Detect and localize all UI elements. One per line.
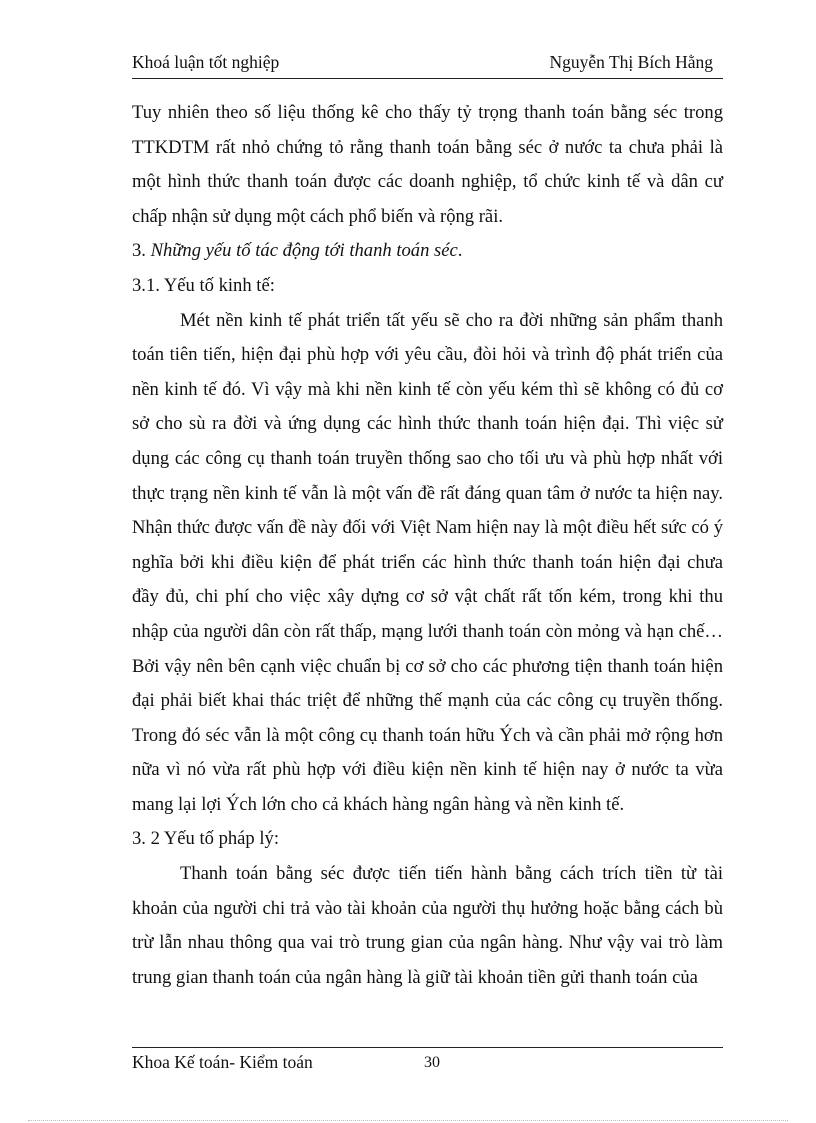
section-heading-3-title: Những yếu tố tác động tới thanh toán séc bbox=[150, 240, 458, 262]
section-heading-3-2: 3. 2 Yếu tố pháp lý: bbox=[132, 828, 280, 850]
section-heading-3-period: . bbox=[457, 240, 463, 262]
paragraph-economic-factor: Mét nền kinh tế phát triển tất yếu sẽ cho ra đời những sản phẩm thanh toán tiên tiến, hiện đại phù hợp với yêu cầu, đòi hỏi và trình độ phát triển của nền kinh tế đó. Vì vậy mà khi nền kinh tế còn yếu kém thì sẽ không có đủ cơ sở cho sù ra đời và ứng dụng các hình thức thanh toán hiện đại. Thì việc sử dụng các công cụ thanh toán truyền thống sao cho tối ưu và phù hợp nhất với thực trạng nền kinh tế vẫn là một vấn đề rất đáng quan tâm ở nước ta hiện nay. Nhận thức được vấn đề này đối với Việt Nam hiện nay là một điều hết sức có ý nghĩa bởi khi điều kiện để phát triển các hình thức thanh toán hiện đại chưa đầy đủ, chi phí cho việc xây dựng cơ sở vật chất rất tốn kém, trong khi thu nhập của người dân còn rất thấp, mạng lưới thanh toán còn mỏng và hạn chế…Bởi vậy nên bên cạnh việc chuẩn bị cơ sở cho các phương tiện thanh toán hiện đại phải biết khai thác triệt để những thế mạnh của các công cụ truyền thống. Trong đó séc vẫn là một công cụ thanh toán hữu Ých và cần phải mở rộng hơn nữa vì nó vừa rất phù hợp với điều kiện nền kinh tế hiện nay ở nước ta vừa mang lại lợi Ých lớn cho cả khách hàng ngân hàng và nền kinh tế. bbox=[132, 309, 723, 815]
section-heading-3-1: 3.1. Yếu tố kinh tế: bbox=[132, 274, 275, 296]
header-thesis-title: Khoá luận tốt nghiệp bbox=[132, 52, 280, 72]
header-author-name: Nguyễn Thị Bích Hằng bbox=[549, 52, 713, 72]
page-number: 30 bbox=[424, 1054, 440, 1071]
section-heading-3-number: 3. bbox=[132, 240, 151, 262]
page-header bbox=[132, 52, 723, 79]
paragraph-intro: Tuy nhiên theo số liệu thống kê cho thấy tỷ trọng thanh toán bằng séc trong TTKDTM rất nhỏ chứng tỏ rằng thanh toán bằng séc ở nước ta chưa phải là một hình thức thanh toán được các doanh nghiệp, tổ chức kinh tế và dân cư chấp nhận sử dụng một cách phổ biến và rộng rãi. bbox=[132, 102, 723, 227]
paragraph-legal-factor: Thanh toán bằng séc được tiến tiến hành bằng cách trích tiền từ tài khoản của người chi trả vào tài khoản của người thụ hưởng hoặc bằng cách bù trừ lẫn nhau thông qua vai trò trung gian của ngân hàng. Như vậy vai trò làm trung gian thanh toán của ngân hàng là giữ tài khoản tiền gửi thanh toán của bbox=[132, 863, 723, 988]
section-heading-3 bbox=[132, 234, 723, 269]
document-body bbox=[132, 96, 723, 995]
footer-faculty: Khoa Kế toán- Kiểm toán bbox=[132, 1052, 313, 1072]
page-bottom-dotted-divider bbox=[28, 1120, 788, 1121]
page-footer bbox=[132, 1047, 723, 1078]
